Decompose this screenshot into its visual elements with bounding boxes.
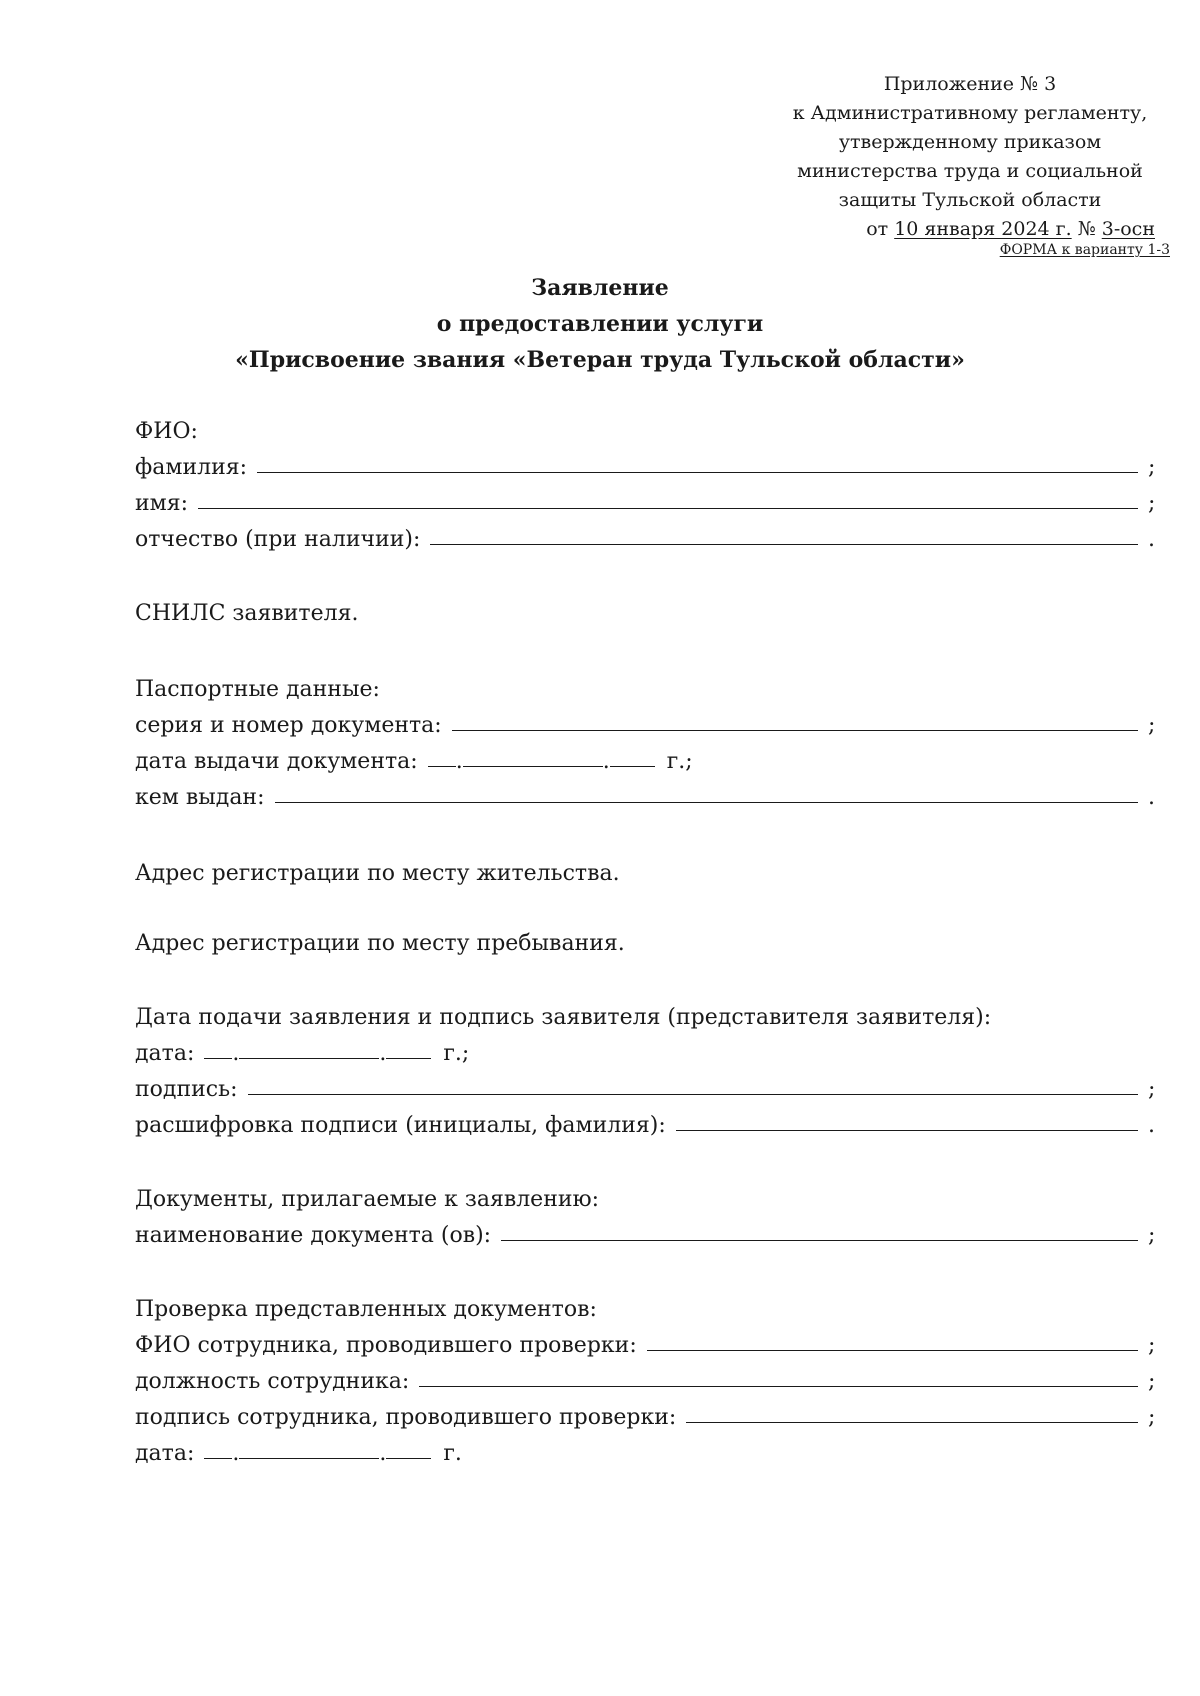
appendix-line: к Административному регламенту, xyxy=(792,102,1148,124)
passport-date-label: дата выдачи документа: xyxy=(135,749,418,774)
date-label: дата: xyxy=(135,1041,195,1066)
year-blank[interactable] xyxy=(386,1457,431,1459)
year-suffix: г.; xyxy=(443,1041,470,1066)
employee-signature-input-line[interactable] xyxy=(686,1421,1138,1423)
employee-fio-field: ФИО сотрудника, проводившего проверки: ; xyxy=(135,1333,1156,1358)
month-blank[interactable] xyxy=(239,1057,379,1059)
document-name-input-line[interactable] xyxy=(501,1239,1138,1241)
document-title xyxy=(0,270,1200,378)
employee-position-field: должность сотрудника: ; xyxy=(135,1369,1156,1394)
employee-signature-label: подпись сотрудника, проводившего проверки: xyxy=(135,1405,677,1430)
signature-field: подпись: ; xyxy=(135,1077,1156,1102)
address-stay-line: Адрес регистрации по месту пребывания. xyxy=(135,931,625,956)
day-blank[interactable] xyxy=(204,1057,232,1059)
signature-label: подпись: xyxy=(135,1077,238,1102)
appendix-block xyxy=(760,70,1180,244)
surname-input-line[interactable] xyxy=(257,471,1138,473)
order-date: 10 января 2024 г. xyxy=(894,218,1072,240)
appendix-line: Приложение № 3 xyxy=(883,73,1057,95)
signature-decode-field: расшифровка подписи (инициалы, фамилия): . xyxy=(135,1113,1155,1138)
check-date-label: дата: xyxy=(135,1441,195,1466)
signature-input-line[interactable] xyxy=(248,1093,1139,1095)
title-line-2: о предоставлении услуги xyxy=(436,311,764,337)
year-blank[interactable] xyxy=(610,765,655,767)
passport-number-label: серия и номер документа: xyxy=(135,713,442,738)
address-residence-line: Адрес регистрации по месту жительства. xyxy=(135,861,620,886)
snils-line: СНИЛС заявителя. xyxy=(135,601,359,626)
passport-number-input-line[interactable] xyxy=(452,729,1138,731)
month-blank[interactable] xyxy=(239,1457,379,1459)
employee-signature-field: подпись сотрудника, проводившего проверки: ; xyxy=(135,1405,1156,1430)
signature-decode-input-line[interactable] xyxy=(676,1129,1138,1131)
submission-date-field xyxy=(135,1032,1160,1066)
appendix-line: утвержденному приказом xyxy=(838,131,1102,153)
document-name-field: наименование документа (ов): ; xyxy=(135,1223,1156,1248)
name-input-line[interactable] xyxy=(198,507,1138,509)
surname-label: фамилия: xyxy=(135,455,248,480)
document-name-label: наименование документа (ов): xyxy=(135,1223,492,1248)
number-prefix: № xyxy=(1077,218,1096,240)
patronymic-label: отчество (при наличии): xyxy=(135,527,421,552)
day-blank[interactable] xyxy=(204,1457,232,1459)
issued-by-input-line[interactable] xyxy=(275,801,1138,803)
check-date-input[interactable]: . . xyxy=(204,1441,431,1466)
issued-by-field: кем выдан: . xyxy=(135,785,1155,810)
fio-heading: ФИО: xyxy=(135,419,198,444)
name-field: имя: ; xyxy=(135,491,1156,516)
title-line-1: Заявление xyxy=(531,275,669,301)
passport-number-field: серия и номер документа: ; xyxy=(135,713,1156,738)
employee-position-label: должность сотрудника: xyxy=(135,1369,410,1394)
issued-by-label: кем выдан: xyxy=(135,785,265,810)
passport-date-field xyxy=(135,740,1160,774)
employee-position-input-line[interactable] xyxy=(419,1385,1138,1387)
month-blank[interactable] xyxy=(463,765,603,767)
passport-date-input[interactable]: . . xyxy=(428,749,655,774)
order-number: 3-осн xyxy=(1101,218,1155,240)
year-blank[interactable] xyxy=(386,1057,431,1059)
surname-field: фамилия: ; xyxy=(135,455,1156,480)
title-line-3: «Присвоение звания «Ветеран труда Тульской области» xyxy=(235,347,965,373)
employee-fio-label: ФИО сотрудника, проводившего проверки: xyxy=(135,1333,637,1358)
name-label: имя: xyxy=(135,491,189,516)
patronymic-field: отчество (при наличии): . xyxy=(135,527,1155,552)
submission-heading: Дата подачи заявления и подпись заявителя (представителя заявителя): xyxy=(135,1005,992,1030)
passport-heading: Паспортные данные: xyxy=(135,677,380,702)
employee-fio-input-line[interactable] xyxy=(647,1349,1138,1351)
submission-date-input[interactable]: . . xyxy=(204,1041,431,1066)
appendix-line: защиты Тульской области xyxy=(838,189,1102,211)
appendix-line: министерства труда и социальной xyxy=(797,160,1143,182)
check-heading: Проверка представленных документов: xyxy=(135,1297,597,1322)
documents-heading: Документы, прилагаемые к заявлению: xyxy=(135,1187,600,1212)
day-blank[interactable] xyxy=(428,765,456,767)
year-suffix: г.; xyxy=(666,749,693,774)
form-variant-label: ФОРМА к варианту 1-3 xyxy=(999,242,1170,258)
patronymic-input-line[interactable] xyxy=(430,543,1138,545)
order-date-line xyxy=(760,215,1180,244)
signature-decode-label: расшифровка подписи (инициалы, фамилия): xyxy=(135,1113,666,1138)
date-prefix: от xyxy=(866,218,889,240)
year-suffix: г. xyxy=(443,1441,462,1466)
check-date-field xyxy=(135,1432,1160,1466)
